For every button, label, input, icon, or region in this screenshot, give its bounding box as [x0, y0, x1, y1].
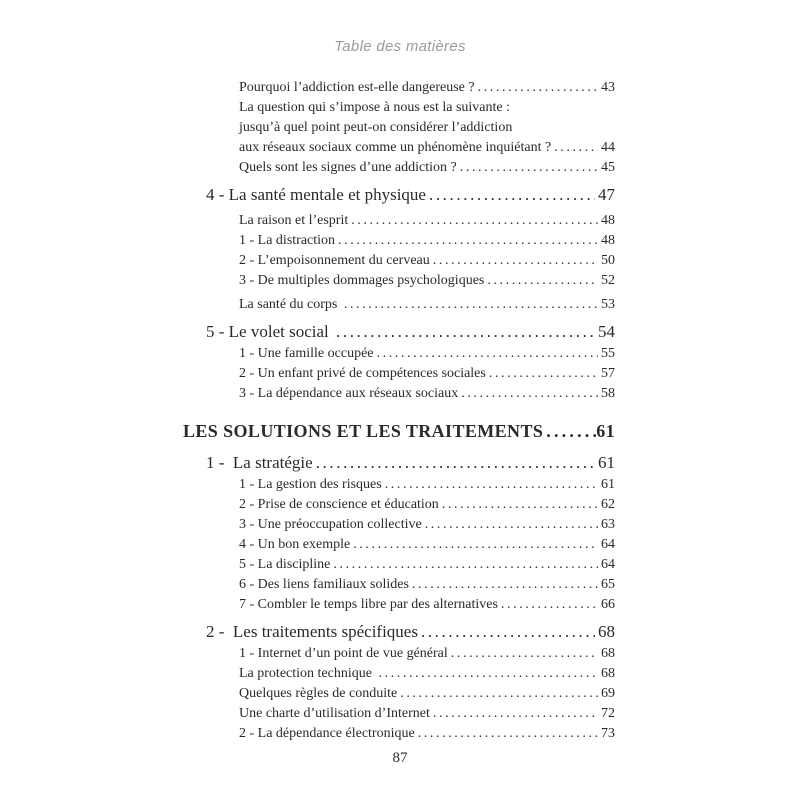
toc-entry-label: La protection technique — [239, 666, 376, 681]
dot-leader — [430, 251, 598, 271]
toc-entry — [239, 158, 615, 178]
toc-entry-page: 66 — [601, 597, 615, 612]
toc-entry-page: 68 — [598, 622, 615, 641]
toc-entry — [239, 384, 615, 404]
toc-entry — [239, 271, 615, 291]
page-number-footer: 87 — [392, 750, 408, 766]
dot-leader — [374, 344, 599, 364]
toc-entry — [239, 78, 615, 98]
toc-entry — [239, 724, 615, 744]
dot-leader — [350, 535, 598, 555]
toc-entry-page: 68 — [601, 646, 615, 661]
toc-entry-label: 2 - Prise de conscience et éducation — [239, 497, 439, 512]
toc-entry — [239, 644, 615, 664]
toc-entry — [239, 231, 615, 251]
dot-leader — [415, 724, 598, 744]
toc-entry-page: 63 — [601, 517, 615, 532]
dot-leader — [430, 704, 598, 724]
toc-entry-label: LES SOLUTIONS ET LES TRAITEMENTS — [183, 421, 544, 441]
toc-entry-page: 61 — [596, 421, 615, 441]
dot-leader — [498, 595, 598, 615]
toc-entry-page: 62 — [601, 497, 615, 512]
dot-leader — [448, 644, 598, 664]
toc-entry-label: jusqu’à quel point peut-on considérer l’addiction — [239, 120, 513, 135]
toc-entry-label: 5 - La discipline — [239, 557, 331, 572]
toc-entry-page: 45 — [601, 160, 615, 175]
toc-entry-page: 48 — [601, 233, 615, 248]
toc-entry-label: 5 - Le volet social — [206, 322, 333, 341]
dot-leader — [458, 384, 598, 404]
toc-entry — [239, 684, 615, 704]
dot-leader — [313, 450, 595, 475]
toc-list — [183, 78, 615, 744]
dot-leader — [409, 575, 598, 595]
toc-entry — [239, 118, 615, 138]
toc-entry-page: 52 — [601, 273, 615, 288]
toc-entry-label: Pourquoi l’addiction est-elle dangereuse ? — [239, 80, 475, 95]
toc-entry-page: 64 — [601, 537, 615, 552]
dot-leader — [333, 319, 595, 344]
toc-entry-page: 72 — [601, 706, 615, 721]
toc-entry-page: 47 — [598, 185, 615, 204]
toc-entry-page: 50 — [601, 253, 615, 268]
toc-entry-label: 1 - La stratégie — [206, 453, 313, 472]
dot-leader — [422, 515, 598, 535]
dot-leader — [348, 211, 598, 231]
toc-entry-label: 1 - Internet d’un point de vue général — [239, 646, 448, 661]
dot-leader — [330, 555, 598, 575]
running-header: Table des matières — [334, 38, 466, 55]
toc-entry-page: 68 — [601, 666, 615, 681]
toc-entry — [239, 98, 615, 118]
toc-entry — [239, 595, 615, 615]
toc-entry-page: 55 — [601, 346, 615, 361]
toc-entry-label: 2 - La dépendance électronique — [239, 726, 415, 741]
toc-entry-label: 1 - La gestion des risques — [239, 477, 382, 492]
dot-leader — [335, 231, 598, 251]
dot-leader — [397, 684, 598, 704]
toc-entry — [239, 515, 615, 535]
toc-entry-label: 3 - Une préoccupation collective — [239, 517, 422, 532]
toc-entry — [239, 251, 615, 271]
toc-entry — [239, 344, 615, 364]
dot-leader — [475, 78, 598, 98]
dot-leader — [341, 295, 598, 315]
toc-entry — [206, 619, 615, 644]
toc-entry-label: La question qui s’impose à nous est la suivante : — [239, 100, 511, 115]
toc-entry — [239, 138, 615, 158]
toc-entry-label: 6 - Des liens familiaux solides — [239, 577, 409, 592]
toc-entry — [239, 475, 615, 495]
toc-entry-page: 48 — [601, 213, 615, 228]
toc-entry-page: 43 — [601, 80, 615, 95]
toc-entry-page: 73 — [601, 726, 615, 741]
dot-leader — [418, 619, 595, 644]
toc-entry-label: aux réseaux sociaux comme un phénomène inquiétant ? — [239, 140, 552, 155]
toc-entry-page: 69 — [601, 686, 615, 701]
toc-entry-label: 1 - La distraction — [239, 233, 336, 248]
toc-entry — [239, 295, 615, 315]
toc-entry — [239, 664, 615, 684]
toc-entry-label: 2 - Un enfant privé de compétences sociales — [239, 366, 486, 381]
toc-entry-label: 4 - Un bon exemple — [239, 537, 351, 552]
toc-entry-label: 2 - L’empoisonnement du cerveau — [239, 253, 430, 268]
toc-entry-page: 57 — [601, 366, 615, 381]
toc-entry — [183, 416, 615, 446]
dot-leader — [551, 138, 598, 158]
toc-entry-page: 58 — [601, 386, 615, 401]
dot-leader — [484, 271, 598, 291]
toc-entry-label: La santé du corps — [239, 297, 341, 312]
toc-entry — [239, 211, 615, 231]
toc-entry — [239, 704, 615, 724]
toc-entry-page: 53 — [601, 297, 615, 312]
dot-leader — [382, 475, 598, 495]
toc-entry-label: 1 - Une famille occupée — [239, 346, 374, 361]
dot-leader — [426, 182, 595, 207]
toc-entry-label: 2 - Les traitements spécifiques — [206, 622, 418, 641]
toc-entry-label: 7 - Combler le temps libre par des alternatives — [239, 597, 498, 612]
toc-entry-page: 64 — [601, 557, 615, 572]
toc-entry-label: Une charte d’utilisation d’Internet — [239, 706, 430, 721]
dot-leader — [543, 416, 596, 446]
toc-entry-label: 3 - La dépendance aux réseaux sociaux — [239, 386, 459, 401]
toc-entry-page: 54 — [598, 322, 615, 341]
toc-entry-page: 65 — [601, 577, 615, 592]
toc-entry-page: 61 — [601, 477, 615, 492]
dot-leader — [457, 158, 598, 178]
dot-leader — [439, 495, 598, 515]
toc-entry — [239, 495, 615, 515]
dot-leader — [486, 364, 598, 384]
toc-entry — [206, 182, 615, 207]
toc-entry-label: Quelques règles de conduite — [239, 686, 398, 701]
toc-entry — [239, 575, 615, 595]
toc-entry-label: 4 - La santé mentale et physique — [206, 185, 426, 204]
toc-entry — [239, 364, 615, 384]
toc-entry-label: La raison et l’esprit — [239, 213, 349, 228]
dot-leader — [375, 664, 598, 684]
toc-entry — [206, 319, 615, 344]
toc-entry-label: Quels sont les signes d’une addiction ? — [239, 160, 457, 175]
toc-entry-page: 61 — [598, 453, 615, 472]
toc-entry — [239, 555, 615, 575]
toc-entry — [239, 535, 615, 555]
toc-entry — [206, 450, 615, 475]
toc-entry-label: 3 - De multiples dommages psychologiques — [239, 273, 485, 288]
toc-entry-page: 44 — [601, 140, 615, 155]
